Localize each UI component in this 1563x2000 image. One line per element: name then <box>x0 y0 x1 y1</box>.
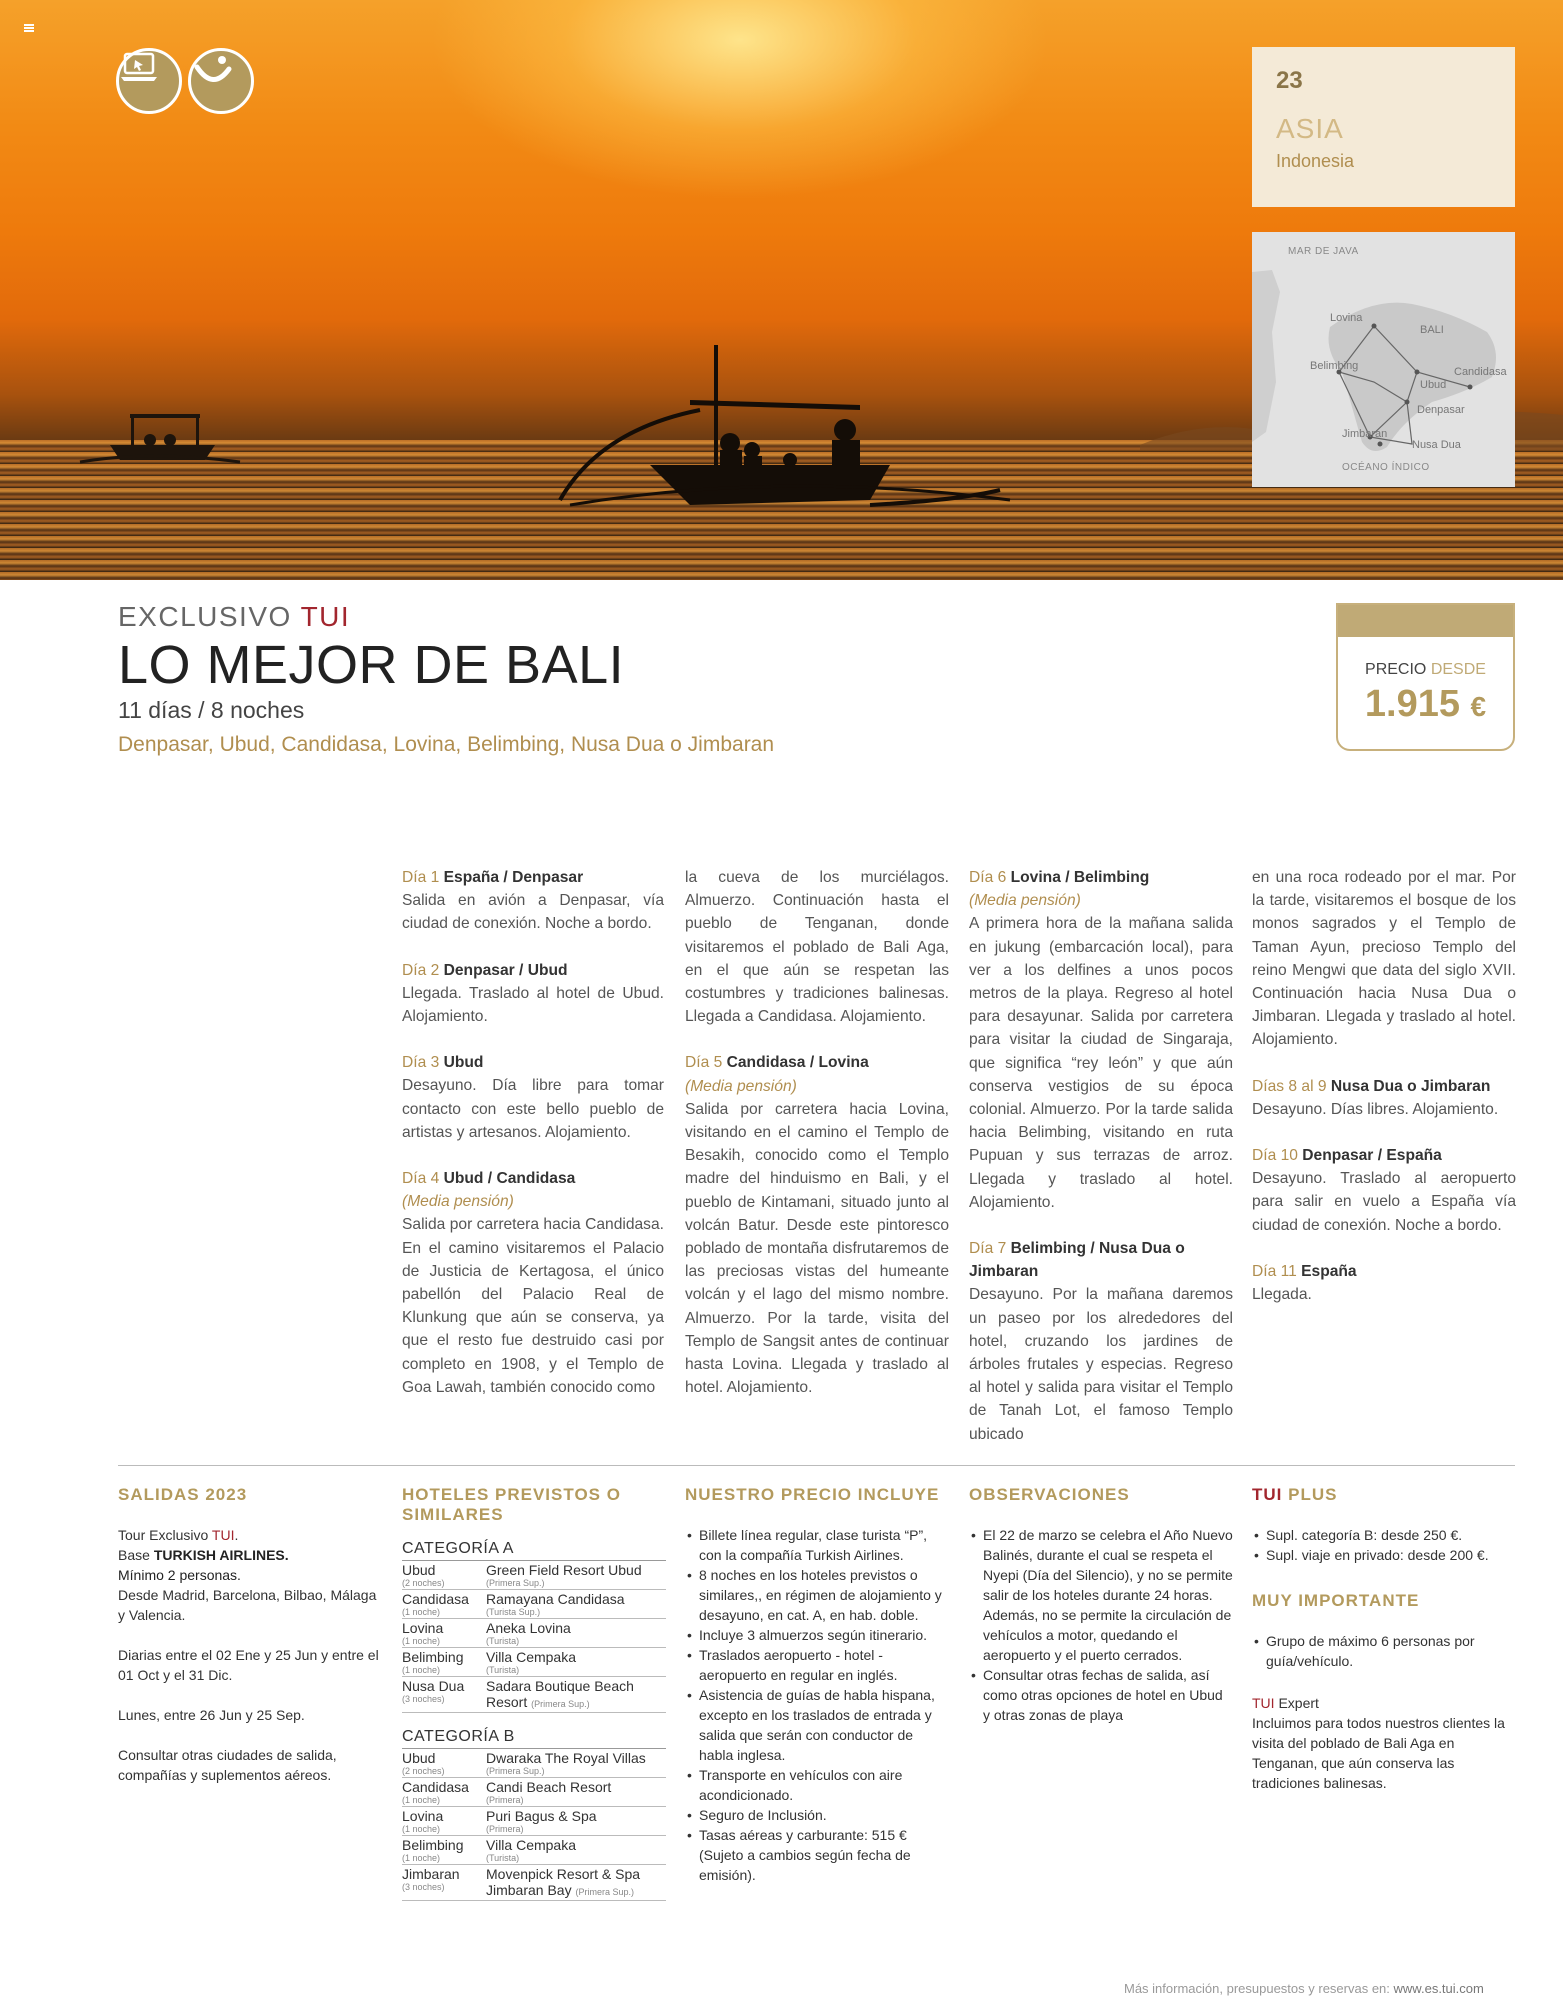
departures-section <box>118 1485 386 1785</box>
map-place: Nusa Dua <box>1412 439 1461 451</box>
map-place: Belimbing <box>1310 360 1359 372</box>
map-island: BALI <box>1420 324 1444 336</box>
list-item: • 8 noches en los hoteles previstos o similares,, en régimen de alojamiento y desayuno, en cat. A, en hab. doble. <box>685 1565 949 1625</box>
includes-heading: NUESTRO PRECIO INCLUYE <box>685 1485 940 1504</box>
hotel-row: Belimbing (1 noche) Villa Cempaka (Turista) <box>402 1648 666 1677</box>
list-item: • Traslados aeropuerto - hotel - aeropuerto en regular en inglés. <box>685 1645 949 1685</box>
hotel-category-a: CATEGORÍA A <box>402 1539 666 1561</box>
departures-tour: Tour Exclusivo TUI. Base TURKISH AIRLINES. Mínimo 2 personas. Desde Madrid, Barcelona, Bilbao, Málaga y Valencia. <box>118 1527 377 1623</box>
list-item: • Seguro de Inclusión. <box>685 1805 949 1825</box>
list-item: • Supl. categoría B: desde 250 €. <box>1252 1525 1516 1545</box>
itinerary-day: Día 2 Denpasar / Ubud Llegada. Traslado al hotel de Ubud. Alojamiento. <box>402 961 664 1026</box>
price-value: 1.915 € <box>1364 683 1487 725</box>
trip-route: Denpasar, Ubud, Candidasa, Lovina, Belimbing, Nusa Dua o Jimbaran <box>118 733 775 756</box>
itinerary-day: Día 3 Ubud Desayuno. Día libre para tomar contacto con este bello pueblo de artistas y artesanos. Alojamiento. <box>402 1054 664 1141</box>
map-place: Ubud <box>1420 379 1447 391</box>
important-list <box>1252 1631 1516 1671</box>
includes-section <box>685 1485 949 1885</box>
hotel-row: Jimbaran (3 noches) Movenpick Resort & Spa Jimbaran Bay (Primera Sup.) <box>402 1865 666 1901</box>
hotel-row: Lovina (1 noche) Aneka Lovina (Turista) <box>402 1619 666 1648</box>
itinerary-column-1 <box>402 866 664 1422</box>
country: Indonesia <box>1276 151 1355 171</box>
itinerary-day: Días 8 al 9 Nusa Dua o Jimbaran Desayuno. Días libres. Alojamiento. <box>1252 1077 1499 1118</box>
hotel-row: Belimbing (1 noche) Villa Cempaka (Turista) <box>402 1836 666 1865</box>
includes-list <box>685 1525 949 1885</box>
observations-heading: OBSERVACIONES <box>969 1485 1130 1504</box>
laptop-icon <box>116 48 182 114</box>
itinerary-day-continued: la cueva de los murciélagos. Almuerzo. Continuación hasta el pueblo de Tenganan, donde visitaremos el poblado de Bali Aga, en el que aún se respetan las costumbres y tradiciones balinesas. Llegada a Candidasa. Alojamiento. <box>685 869 949 1026</box>
itinerary-column-4 <box>1252 866 1516 1329</box>
tui-plus-section <box>1252 1485 1516 1793</box>
map-sea-south: OCÉANO ÍNDICO <box>1342 462 1430 473</box>
footer: Más información, presupuestos y reservas en: www.es.tui.com <box>1124 1981 1484 1996</box>
catalog-tab <box>1252 47 1515 207</box>
route-map <box>1252 232 1515 487</box>
exclusive-label <box>118 601 350 633</box>
itinerary-day: Día 1 España / Denpasar Salida en avión a Denpasar, vía ciudad de conexión. Noche a bordo. <box>402 869 664 933</box>
hotel-row: Nusa Dua (3 noches) Sadara Boutique Beach Resort (Primera Sup.) <box>402 1677 666 1713</box>
itinerary-day: Día 5 Candidasa / Lovina (Media pensión) Salida por carretera hacia Lovina, visitando en el camino el Templo de Besakih, conocido como el Templo madre del hinduismo en Bali, y el pueblo de Kintamani, situado junto al volcán Batur. Desde este pintoresco poblado de montaña disfrutaremos de las preciosas vistas del humeante volcán y el lago del mismo nombre. Almuerzo. Por la tarde, visita del Templo de Sangsit antes de continuar hasta Lovina. Llegada y traslado al hotel. Alojamiento. <box>685 1054 949 1397</box>
map-place: Jimbaran <box>1342 428 1388 440</box>
price-bar <box>1338 605 1513 637</box>
main-boat <box>560 345 1010 505</box>
hero-image <box>0 0 1563 580</box>
section-divider <box>118 1465 1515 1466</box>
tui-expert-heading: TUI Expert <box>1252 1695 1319 1711</box>
page-title: LO MEJOR DE BALI <box>118 635 625 695</box>
exclusive-text: EXCLUSIVO <box>118 601 292 632</box>
list-item: • Consultar otras fechas de salida, así como otras opciones de hotel en Ubud y otras zonas de playa <box>969 1665 1233 1725</box>
itinerary-day: Día 6 Lovina / Belimbing (Media pensión) A primera hora de la mañana salida en jukung (embarcación local), para ver a los delfines a unos pocos metros de la playa. Regreso al hotel para desayunar. Salida por carretera para visitar la ciudad de Singaraja, que significa “rey león” y que aún conserva vestigios de su época colonial. Almuerzo. Por la tarde salida hacia Belimbing, visitando en ruta Pupuan y sus terrazas de arroz. Llegada y traslado al hotel. Alojamiento. <box>969 869 1233 1211</box>
hotel-row: Lovina (1 noche) Puri Bagus & Spa (Primera) <box>402 1807 666 1836</box>
far-boat <box>80 414 240 462</box>
list-item: • El 22 de marzo se celebra el Año Nuevo Balinés, durante el cual se respeta el Nyepi (Día del Silencio), y no se permite salir de los hoteles durante 24 horas. Además, no se permite la circulación de vehículos a motor, quedando el aeropuerto y el puerto cerrados. <box>969 1525 1233 1665</box>
hotel-category-b: CATEGORÍA B <box>402 1727 666 1749</box>
price-box <box>1336 603 1515 751</box>
tui-expert-text: Incluimos para todos nuestros clientes la visita del poblado de Bali Aga en Tenganan, que aún conserva las tradiciones balinesas. <box>1252 1715 1505 1791</box>
hotels-heading: HOTELES PREVISTOS O SIMILARES <box>402 1485 621 1524</box>
itinerary-day: Día 4 Ubud / Candidasa (Media pensión) Salida por carretera hacia Candidasa. En el camino visitaremos el Palacio de Justicia de Kertagosa, el único pabellón del Palacio Real de Klunkung que aún se conserva, ya que el resto fue destruido casi por completo en 1908, y el Templo de Goa Lawah, también conocido como <box>402 1170 664 1396</box>
region: ASIA <box>1276 113 1344 144</box>
departures-daily: Diarias entre el 02 Ene y 25 Jun y entre el 01 Oct y el 31 Dic. <box>118 1647 379 1683</box>
list-item: • Supl. viaje en privado: desde 200 €. <box>1252 1545 1516 1565</box>
tui-plus-heading: TUI PLUS <box>1252 1485 1338 1504</box>
map-place: Lovina <box>1330 312 1363 324</box>
observations-list <box>969 1525 1233 1725</box>
observations-section <box>969 1485 1233 1725</box>
itinerary-day: Día 10 Denpasar / España Desayuno. Traslado al aeropuerto para salir en vuelo a España vía ciudad de conexión. Noche a bordo. <box>1252 1147 1516 1234</box>
hotel-row: Candidasa (1 noche) Ramayana Candidasa (Turista Sup.) <box>402 1590 666 1619</box>
price-label: PRECIO DESDE <box>1365 661 1486 678</box>
list-item: • Tasas aéreas y carburante: 515 € (Sujeto a cambios según fecha de emisión). <box>685 1825 949 1885</box>
itinerary-day: Día 7 Belimbing / Nusa Dua o Jimbaran Desayuno. Por la mañana daremos un paseo por los alrededores del hotel, cruzando los jardines de árboles frutales y especias. Regreso al hotel y salida para visitar el Templo de Tanah Lot, el famoso Templo ubicado <box>969 1240 1233 1443</box>
map-place: Candidasa <box>1454 366 1507 378</box>
menu-icon[interactable] <box>24 24 34 32</box>
list-item: • Asistencia de guías de habla hispana, excepto en los traslados de entrada y salida que serán con conductor de habla inglesa. <box>685 1685 949 1765</box>
departures-heading: SALIDAS 2023 <box>118 1485 248 1504</box>
list-item: • Incluye 3 almuerzos según itinerario. <box>685 1625 949 1645</box>
list-item: • Billete línea regular, clase turista “P”, con la compañía Turkish Airlines. <box>685 1525 949 1565</box>
footer-url[interactable]: www.es.tui.com <box>1393 1981 1484 1996</box>
itinerary-column-2 <box>685 866 949 1422</box>
itinerary-day: Día 11 España Llegada. <box>1252 1262 1357 1304</box>
hotel-row: Ubud (2 noches) Dwaraka The Royal Villas (Primera Sup.) <box>402 1749 666 1778</box>
map-place: Denpasar <box>1417 404 1465 416</box>
trip-duration: 11 días / 8 noches <box>118 697 305 723</box>
tui-smile-logo <box>188 48 254 114</box>
list-item: • Grupo de máximo 6 personas por guía/vehículo. <box>1252 1631 1516 1671</box>
hotel-row: Ubud (2 noches) Green Field Resort Ubud (Primera Sup.) <box>402 1561 666 1590</box>
page-number: 23 <box>1276 67 1303 94</box>
hotels-section <box>402 1485 666 1901</box>
itinerary-day-continued: en una roca rodeado por el mar. Por la tarde, visitaremos el bosque de los monos sagrados y el Templo de Taman Ayun, precioso Templo del reino Mengwi que data del siglo XVII. Continuación hacia Nusa Dua o Jimbaran. Llegada y traslado al hotel. Alojamiento. <box>1252 869 1516 1049</box>
departures-mondays: Lunes, entre 26 Jun y 25 Sep. <box>118 1707 305 1723</box>
tui-plus-list <box>1252 1525 1516 1565</box>
departures-other: Consultar otras ciudades de salida, compañías y suplementos aéreos. <box>118 1747 337 1783</box>
list-item: • Transporte en vehículos con aire acondicionado. <box>685 1765 949 1805</box>
brand-tui: TUI <box>300 601 351 632</box>
hotel-row: Candidasa (1 noche) Candi Beach Resort (Primera) <box>402 1778 666 1807</box>
map-sea-north: MAR DE JAVA <box>1288 246 1359 257</box>
important-heading: MUY IMPORTANTE <box>1252 1591 1420 1610</box>
itinerary-column-3 <box>969 866 1233 1469</box>
